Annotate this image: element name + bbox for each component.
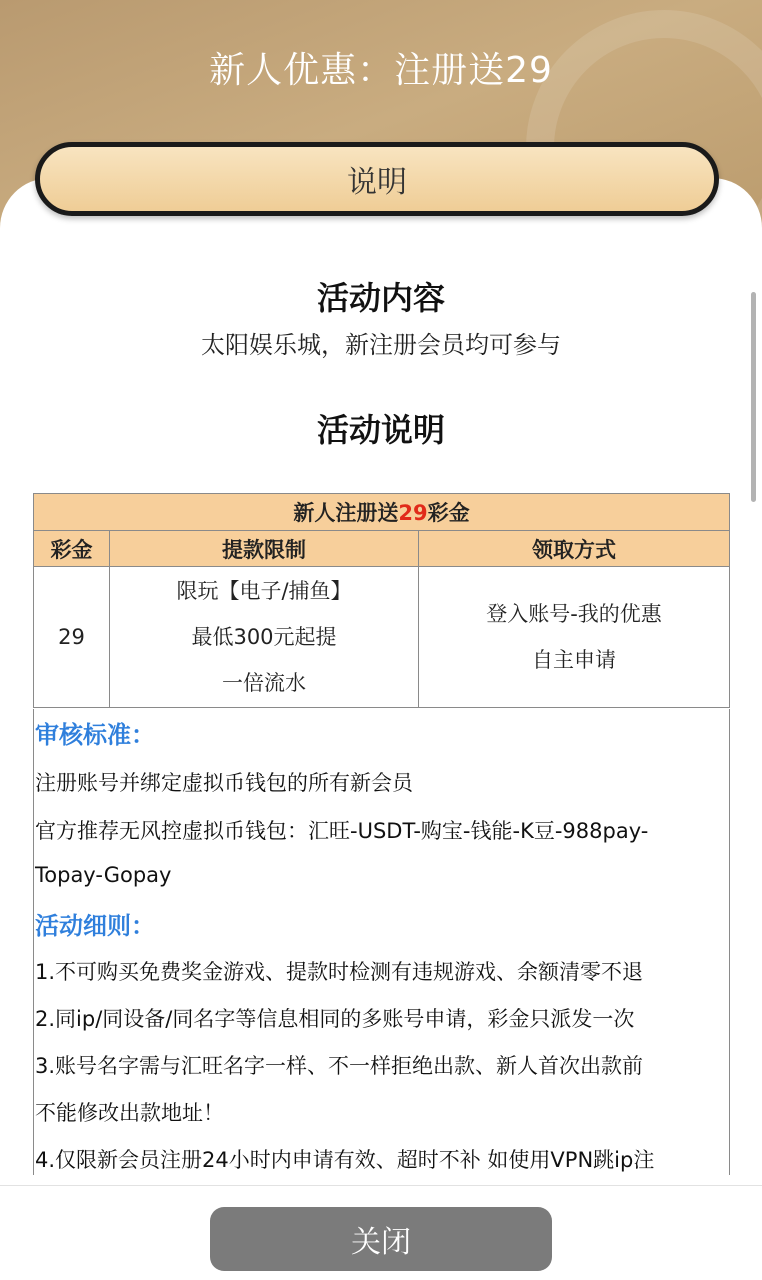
claim-line: 登入账号-我的优惠 [486, 602, 662, 626]
header-withdraw-limit: 提款限制 [110, 531, 419, 567]
detail-line: 4.仅限新会员注册24小时内申请有效、超时不补 如使用VPN跳ip注 [35, 1148, 655, 1172]
detail-line: 1.不可购买免费奖金游戏、提款时检测有违规游戏、余额清零不退 [35, 960, 644, 984]
detail-line: 2.同ip/同设备/同名字等信息相同的多账号申请，彩金只派发一次 [35, 1007, 635, 1031]
rules-section [33, 709, 730, 1175]
detail-line: 3.账号名字需与汇旺名字一样、不一样拒绝出款、新人首次出款前 [35, 1054, 644, 1078]
withdraw-limit-cell [110, 567, 419, 708]
scrollbar[interactable] [751, 292, 756, 502]
activity-rules-heading: 活动说明 [316, 411, 445, 449]
activity-content-heading: 活动内容 [316, 279, 445, 317]
table-header-row [34, 531, 730, 567]
header-claim-method: 领取方式 [419, 531, 730, 567]
activity-description: 太阳娱乐城，新注册会员均可参与 [201, 331, 561, 359]
review-line: 官方推荐无风控虚拟币钱包：汇旺-USDT-购宝-钱能-K豆-988pay- [35, 819, 649, 843]
header-bonus: 彩金 [34, 531, 110, 567]
claim-method-cell [419, 567, 730, 708]
limit-line: 一倍流水 [222, 671, 306, 695]
claim-line: 自主申请 [532, 648, 616, 672]
footer-divider [0, 1185, 762, 1186]
table-title [34, 494, 730, 531]
review-line: 注册账号并绑定虚拟币钱包的所有新会员 [35, 771, 413, 795]
scroll-content[interactable] [0, 265, 762, 1175]
details-title: 活动细则： [35, 912, 155, 940]
page-title: 新人优惠：注册送29 [209, 50, 553, 91]
table-title-amount: 29 [398, 501, 428, 525]
table-row [34, 567, 730, 708]
promo-table [33, 493, 730, 708]
bonus-value: 29 [34, 567, 110, 708]
limit-line: 最低300元起提 [191, 625, 337, 649]
close-button[interactable]: 关闭 [210, 1207, 552, 1271]
table-title-prefix: 新人注册送 [293, 501, 399, 525]
review-standard-title: 审核标准： [35, 721, 155, 749]
limit-line: 限玩【电子/捕鱼】 [176, 579, 352, 603]
explain-tab-button[interactable]: 说明 [35, 142, 719, 216]
review-line: Topay-Gopay [35, 863, 172, 887]
table-title-row [34, 494, 730, 531]
detail-line: 不能修改出款地址！ [35, 1101, 224, 1125]
table-title-suffix: 彩金 [427, 501, 470, 525]
